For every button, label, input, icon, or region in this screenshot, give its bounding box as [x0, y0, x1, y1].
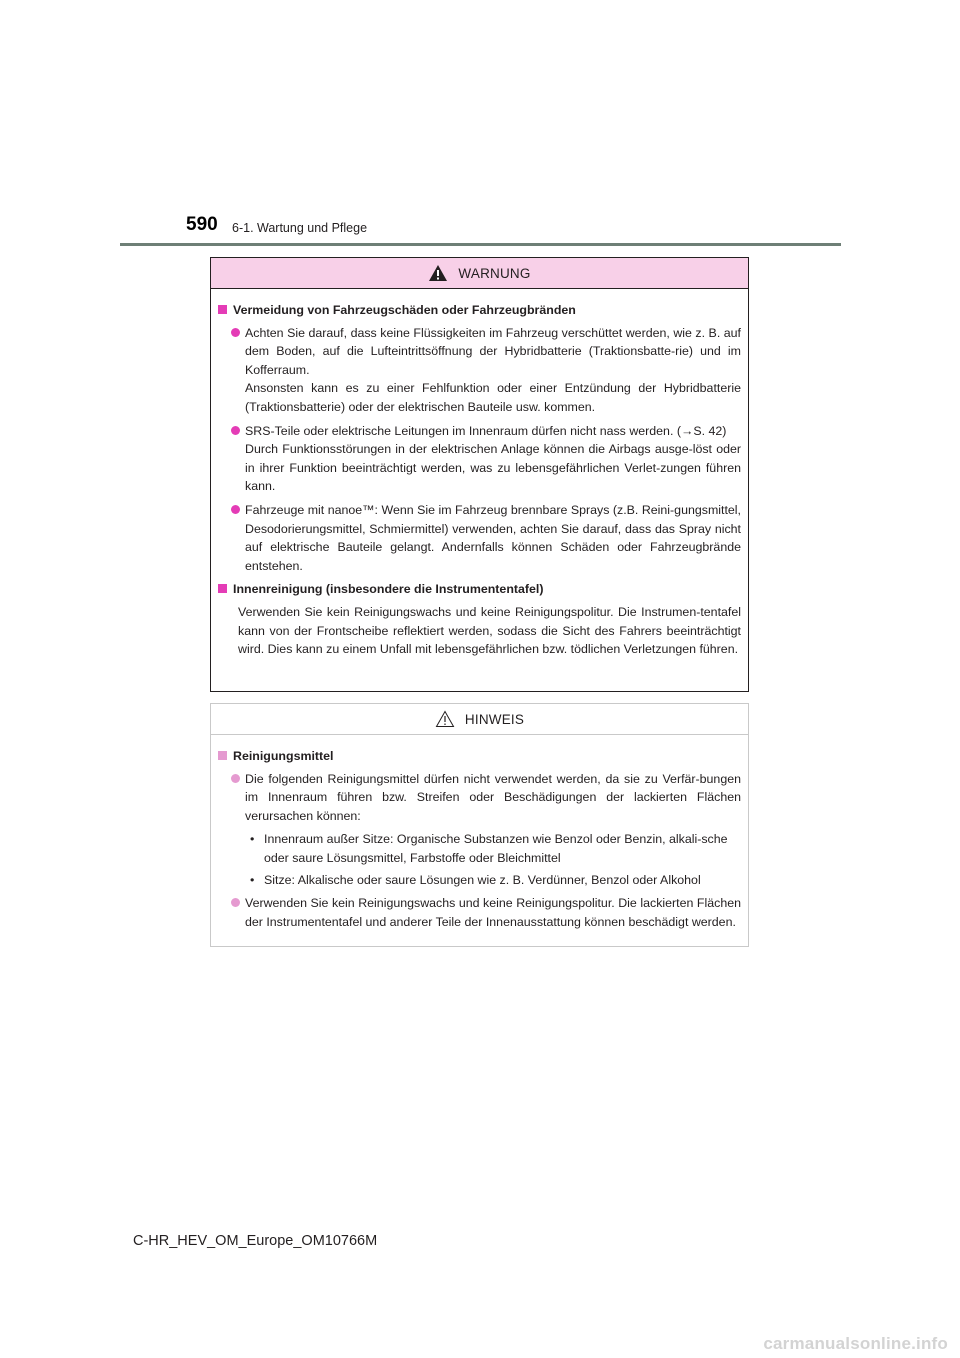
- square-bullet-icon: [218, 584, 227, 593]
- warning-header: [211, 258, 748, 289]
- sub-list-item: • Innenraum außer Sitze: Organische Substanzen wie Benzol oder Benzin, alkali-sche oder saure Lösungsmittel, Farbstoffe oder Bleichmittel: [250, 832, 728, 865]
- header-rule: [120, 243, 841, 246]
- section-title: 6-1. Wartung und Pflege: [232, 221, 368, 235]
- warning-heading-1: Vermeidung von Fahrzeugschäden oder Fahrzeugbränden: [218, 301, 741, 320]
- bullet-dot-icon: [231, 426, 240, 435]
- notice-header: [211, 704, 748, 735]
- warning-title: WARNUNG: [458, 265, 531, 281]
- page-number: 590: [186, 214, 218, 235]
- notice-heading: Reinigungsmittel: [218, 747, 741, 766]
- notice-triangle-icon: [435, 710, 455, 728]
- watermark: carmanualsonline.info: [763, 1334, 948, 1353]
- warning-paragraph: Verwenden Sie kein Reinigungswachs und keine Reinigungspolitur. Die Instrumen-tentafel kann von der Frontscheibe reflektiert werden, sodass die Sicht des Fahrers beeinträchtigt wird. Dies kann zu einem Unfall mit lebensgefährlichen bzw. tödlichen Verletzungen führen.: [238, 604, 741, 657]
- bullet-dot-icon: [231, 774, 240, 783]
- bullet-dot-icon: [231, 328, 240, 337]
- square-bullet-icon: [218, 751, 227, 760]
- notice-box: [210, 703, 749, 947]
- warning-triangle-icon: [428, 264, 448, 282]
- square-bullet-icon: [218, 305, 227, 314]
- list-item: Verwenden Sie kein Reinigungswachs und keine Reinigungspolitur. Die lackierten Flächen der Instrumententafel und anderer Teile der Innenausstattung können beschädigt werden.: [218, 894, 741, 931]
- warning-heading-2: Innenreinigung (insbesondere die Instrumententafel): [218, 580, 741, 599]
- list-item: Die folgenden Reinigungsmittel dürfen nicht verwendet werden, da sie zu Verfär-bungen im Innenraum führen bzw. Streifen oder Beschädigungen der lackierten Flächen verursachen können:: [218, 770, 741, 826]
- bullet-dot-icon: [231, 505, 240, 514]
- warning-box: [210, 257, 749, 692]
- list-item: Fahrzeuge mit nanoe™: Wenn Sie im Fahrzeug brennbare Sprays (z.B. Reini-gungsmittel, Desodorierungsmittel, Schmiermittel) verwenden, achten Sie darauf, dass das Spray nicht auf elektrische Bauteile gelangt. Andernfalls können Schäden oder Fahrzeugbrände entstehen.: [218, 501, 741, 575]
- notice-title: HINWEIS: [464, 711, 525, 727]
- bullet-dot-icon: [231, 898, 240, 907]
- list-item: Achten Sie darauf, dass keine Flüssigkeiten im Fahrzeug verschüttet werden, wie z. B. auf dem Boden, auf die Lufteintrittsöffnung der Hybridbatterie (Traktionsbatte-rie) und im Kofferraum. Ansonsten kann es zu einer Fehlfunktion oder einer Entzündung der Hybridbatterie (Traktionsbatterie) oder der elektrischen Bauteile usw. kommen.: [218, 324, 741, 417]
- sub-list-item: • Sitze: Alkalische oder saure Lösungen wie z. B. Verdünner, Benzol oder Alkohol: [250, 872, 701, 887]
- list-item: SRS-Teile oder elektrische Leitungen im Innenraum dürfen nicht nass werden. (→S. 42) Durch Funktionsstörungen in der elektrischen Anlage können die Airbags ausge-löst oder in ihrer Funktion beeinträchtigt werden, was zu lebensgefährlichen Verlet-zungen führen kann.: [218, 422, 741, 496]
- document-code: C-HR_HEV_OM_Europe_OM10766M: [133, 1233, 378, 1249]
